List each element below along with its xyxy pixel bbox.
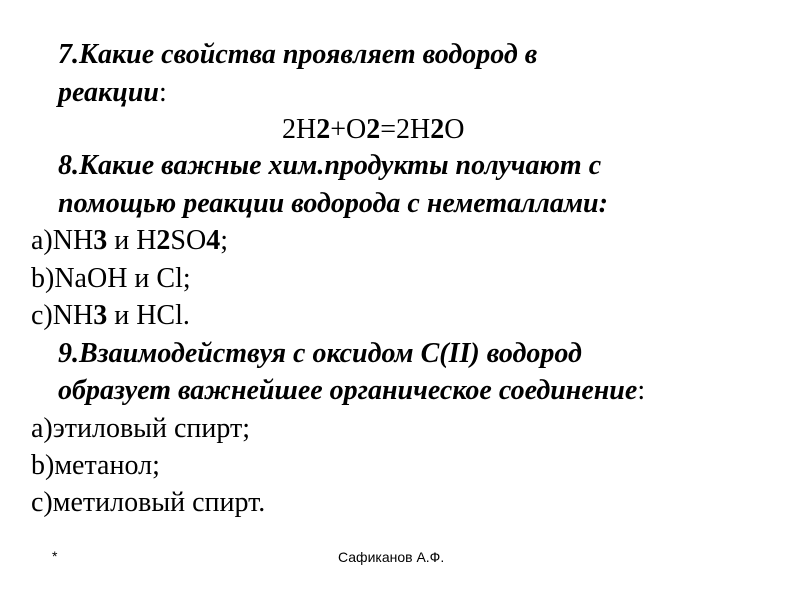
q7-line2 xyxy=(58,75,167,111)
footer-marker: * xyxy=(52,548,58,564)
q7-colon: : xyxy=(158,77,167,108)
q8-option-a xyxy=(31,223,228,259)
q8-option-b: b)NaOH и Cl; xyxy=(31,263,191,294)
q8-a-prefix: a)NH xyxy=(31,225,94,256)
q7-reaction xyxy=(282,112,465,148)
q9-line2-text: образует важнейшее органическое соединение xyxy=(58,375,638,406)
q8-a-mid2: SO xyxy=(170,225,207,256)
q8-a-n3: 4 xyxy=(206,225,221,256)
q8-c-suffix: и HCl. xyxy=(107,300,190,331)
q8-a-mid: и H xyxy=(107,225,157,256)
q7-line2-text: реакции xyxy=(58,77,159,108)
reaction-part6: 2 xyxy=(430,114,445,145)
q8-a-n2: 2 xyxy=(156,225,171,256)
reaction-part2: 2 xyxy=(316,114,331,145)
q9-line2 xyxy=(58,373,645,409)
q8-a-n1: 3 xyxy=(93,225,108,256)
q9-option-b: b)метанол; xyxy=(31,450,160,481)
q9-option-a: a)этиловый спирт; xyxy=(31,413,251,444)
footer-author: Сафиканов А.Ф. xyxy=(338,549,445,565)
reaction-part7: О xyxy=(444,114,465,145)
q7-line1: 7.Какие свойства проявляет водород в xyxy=(58,39,538,70)
reaction-part5: =2Н xyxy=(380,114,431,145)
reaction-part4: 2 xyxy=(366,114,381,145)
q8-line2: помощью реакции водорода с неметаллами: xyxy=(58,188,608,219)
q8-a-suffix: ; xyxy=(220,225,228,256)
q8-line1: 8.Какие важные хим.продукты получают с xyxy=(58,150,602,181)
reaction-part1: 2Н xyxy=(282,114,317,145)
q8-option-c xyxy=(31,298,190,334)
q8-c-n1: 3 xyxy=(93,300,108,331)
q8-c-prefix: c)NH xyxy=(31,300,94,331)
q9-colon: : xyxy=(637,375,646,406)
reaction-part3: +О xyxy=(330,114,367,145)
q9-line1: 9.Взаимодействуя с оксидом С(II) водород xyxy=(58,338,582,369)
q9-option-c: c)метиловый спирт. xyxy=(31,487,266,518)
